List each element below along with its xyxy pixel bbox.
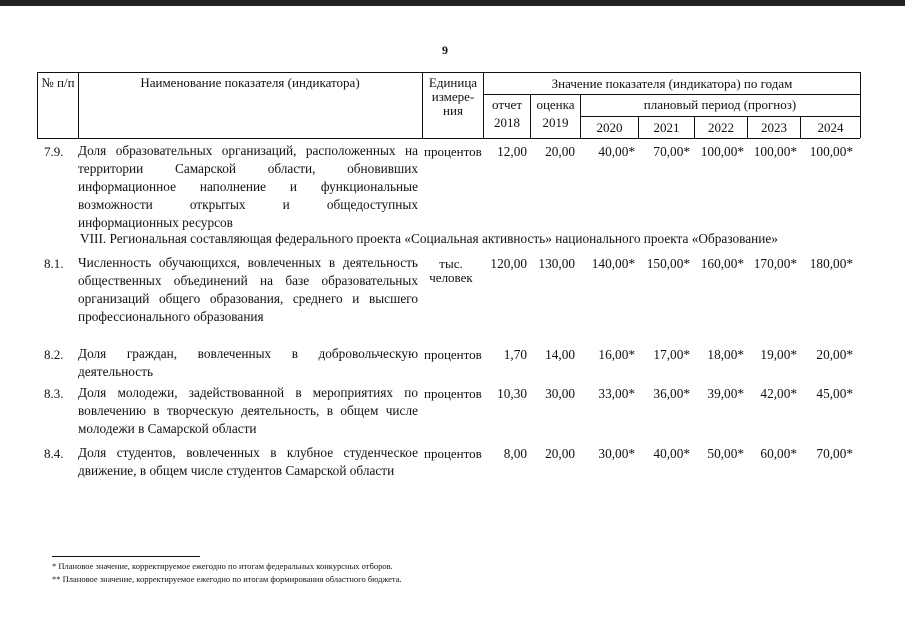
row-value-2018: 120,00 bbox=[490, 256, 527, 271]
row-value-2021: 70,00* bbox=[653, 144, 690, 159]
header-top-rule bbox=[37, 72, 860, 73]
row-value-2022: 39,00* bbox=[707, 386, 744, 401]
row-value-2019: 20,00 bbox=[545, 446, 575, 461]
row-value-2020: 16,00* bbox=[598, 347, 635, 362]
header-plan-period: плановый период (прогноз) bbox=[643, 97, 797, 112]
header-estimate: оценка bbox=[536, 97, 575, 112]
col-line-name bbox=[422, 72, 423, 138]
row-value-2020: 40,00* bbox=[598, 144, 635, 159]
row-value-2021: 40,00* bbox=[653, 446, 690, 461]
row-value-2020: 33,00* bbox=[598, 386, 635, 401]
header-year-2019: 2019 bbox=[542, 115, 569, 130]
footnote-2: ** Плановое значение, корректируемое ежегодно по итогам формирования областного бюджета. bbox=[52, 574, 402, 584]
header-values-by-year: Значение показателя (индикатора) по годам bbox=[551, 76, 793, 91]
col-line-2021 bbox=[694, 116, 695, 138]
row-value-2024: 100,00* bbox=[809, 144, 853, 159]
row-number: 8.1. bbox=[44, 256, 64, 271]
row-value-2023: 170,00* bbox=[753, 256, 797, 271]
row-value-2018: 12,00 bbox=[497, 144, 527, 159]
header-year-2024: 2024 bbox=[817, 120, 844, 135]
row-value-2022: 50,00* bbox=[707, 446, 744, 461]
row-value-2024: 70,00* bbox=[816, 446, 853, 461]
row-value-2023: 60,00* bbox=[760, 446, 797, 461]
footnote-1: * Плановое значение, корректируемое ежегодно по итогам федеральных конкурсных отборов. bbox=[52, 561, 393, 571]
row-value-2022: 160,00* bbox=[700, 256, 744, 271]
row-number: 8.2. bbox=[44, 347, 64, 362]
row-value-2024: 20,00* bbox=[816, 347, 853, 362]
col-line-left bbox=[37, 72, 38, 138]
header-bottom-rule bbox=[37, 138, 860, 139]
col-line-unit bbox=[483, 72, 484, 138]
row-value-2019: 14,00 bbox=[545, 347, 575, 362]
row-indicator-name: Доля молодежи, задействованной в мероприятиях по вовлечению в творческую деятельность, в общем числе молодежи в Самарской области bbox=[78, 385, 418, 436]
header-report: отчет bbox=[492, 97, 522, 112]
row-value-2018: 10,30 bbox=[497, 386, 527, 401]
row-indicator-name: Доля студентов, вовлеченных в клубное студенческое движение, в общем числе студентов Самарской области bbox=[78, 445, 418, 478]
header-year-2023: 2023 bbox=[761, 120, 787, 135]
row-value-2021: 17,00* bbox=[653, 347, 690, 362]
col-line-2020 bbox=[638, 116, 639, 138]
col-line-right bbox=[860, 72, 861, 138]
header-year-2020: 2020 bbox=[596, 120, 623, 135]
row-unit: процентов bbox=[424, 347, 482, 362]
header-year-2022: 2022 bbox=[708, 120, 734, 135]
row-line-plan bbox=[580, 116, 860, 117]
row-value-2019: 130,00 bbox=[538, 256, 575, 271]
row-value-2024: 45,00* bbox=[816, 386, 853, 401]
row-unit: тыс. человек bbox=[429, 256, 473, 285]
scan-top-edge bbox=[0, 0, 905, 6]
row-line-values bbox=[483, 94, 860, 95]
row-unit: процентов bbox=[424, 386, 482, 401]
row-value-2021: 150,00* bbox=[646, 256, 690, 271]
row-value-2020: 140,00* bbox=[591, 256, 635, 271]
row-value-2018: 8,00 bbox=[503, 446, 527, 461]
row-value-2023: 19,00* bbox=[760, 347, 797, 362]
header-year-2018: 2018 bbox=[494, 115, 520, 130]
header-year-2021: 2021 bbox=[653, 120, 680, 135]
row-value-2021: 36,00* bbox=[653, 386, 690, 401]
page-number: 9 bbox=[442, 43, 448, 57]
row-indicator-name: Доля граждан, вовлеченных в добровольческую деятельность bbox=[78, 346, 418, 379]
row-indicator-name: Численность обучающихся, вовлеченных в деятельность общественных объединений на базе образовательных организаций общего образования, среднего и высшего профессионального образования bbox=[78, 255, 418, 324]
col-line-num bbox=[78, 72, 79, 138]
row-number: 7.9. bbox=[44, 144, 64, 159]
row-number: 8.4. bbox=[44, 446, 64, 461]
row-value-2022: 100,00* bbox=[700, 144, 744, 159]
col-line-2023 bbox=[800, 116, 801, 138]
footnote-rule bbox=[52, 556, 200, 557]
row-unit: процентов bbox=[424, 446, 482, 461]
section-title: VIII. Региональная составляющая федерального проекта «Социальная активность» национального проекта «Образование» bbox=[80, 231, 778, 246]
row-value-2018: 1,70 bbox=[503, 347, 527, 362]
row-indicator-name: Доля образовательных организаций, расположенных на территории Самарской области, обновивших информационное наполнение и функциональные возможности открытых и общедоступных информационных ресурсов bbox=[78, 143, 418, 230]
row-value-2022: 18,00* bbox=[707, 347, 744, 362]
row-number: 8.3. bbox=[44, 386, 64, 401]
col-line-2018 bbox=[530, 94, 531, 138]
row-unit: процентов bbox=[424, 144, 482, 159]
header-name: Наименование показателя (индикатора) bbox=[140, 75, 360, 90]
row-value-2024: 180,00* bbox=[809, 256, 853, 271]
col-line-2022 bbox=[747, 116, 748, 138]
header-num: № п/п bbox=[41, 75, 75, 90]
row-value-2023: 42,00* bbox=[760, 386, 797, 401]
header-unit: Единица измере-ния bbox=[428, 75, 478, 118]
row-value-2020: 30,00* bbox=[598, 446, 635, 461]
row-value-2023: 100,00* bbox=[753, 144, 797, 159]
row-value-2019: 20,00 bbox=[545, 144, 575, 159]
row-value-2019: 30,00 bbox=[545, 386, 575, 401]
